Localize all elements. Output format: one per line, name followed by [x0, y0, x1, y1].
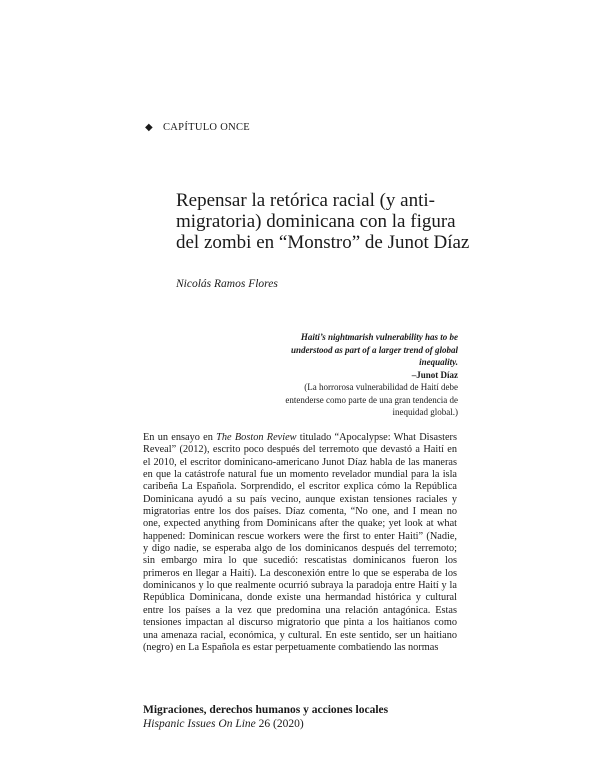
- body-paragraph: [143, 432, 457, 654]
- page-footer: [143, 703, 388, 731]
- epigraph-attribution: –Junot Díaz: [411, 369, 458, 380]
- source-title: The Boston Review: [216, 432, 297, 443]
- epigraph-quote: Haiti’s nightmarish vulnerability has to be understood as part of a larger trend of global inequality.: [290, 332, 458, 367]
- body-text-rest: titulado “Apocalypse: What Disasters Reveal” (2012), escrito poco después del terremoto que devastó a Haití en el 2010, el escritor dominicano-americano Junot Díaz habla de las maneras en que la catástrofe natural fue un momento revelador mundial para la isla caribeña La Española. Sorprendido, el escritor explica cómo la República Dominicana ayudó a su país vecino, aunque existan tensiones raciales y migratorias entre los dos países. Díaz comenta, “No one, and I mean no one, expected anything from Dominicans after the quake; yet look at what happened: Dominican rescue workers were the first to enter Haiti” (Nadie, y digo nadie, se esperaba algo de los dominicanos después del terremoto; sin embargo mira lo que sucedió: rescatistas dominicanos fueron los primeros en llegar a Haití). La desconexión entre lo que se esperaba de los dominicanos y lo que realmente ocurrió subraya la paradoja entre Haití y la República Dominicana, donde existe una hermandad histórica y cultural entre los países a la vez que predomina una relación antagónica. Estas tensiones impactan al discurso migratorio que pinta a los haitianos como una amenaza racial, económica, y cultural. En este sentido, ser un haitiano (negro) en La Española es estar perpetuamente combatiendo las normas: [143, 432, 457, 653]
- author-name: Nicolás Ramos Flores: [176, 278, 278, 290]
- chapter-label: CAPÍTULO ONCE: [163, 122, 251, 133]
- volume-year: 26 (2020): [255, 718, 304, 730]
- title-line: migratoria) dominicana con la figura: [176, 211, 456, 232]
- article-title: [176, 190, 476, 253]
- series-name: Hispanic Issues On Line: [143, 718, 256, 730]
- body-text-start: En un ensayo en: [143, 432, 217, 443]
- chapter-heading: [145, 122, 250, 133]
- title-line: del zombi en “Monstro” de Junot Díaz: [176, 232, 470, 253]
- diamond-icon: ◆: [145, 122, 153, 133]
- book-title: Migraciones, derechos humanos y acciones locales: [143, 704, 389, 716]
- epigraph-translation: (La horrorosa vulnerabilidad de Haití debe entenderse como parte de una gran tendencia de inequidad global.): [285, 382, 458, 417]
- title-line: Repensar la retórica racial (y anti-: [176, 190, 435, 211]
- epigraph: [270, 331, 458, 419]
